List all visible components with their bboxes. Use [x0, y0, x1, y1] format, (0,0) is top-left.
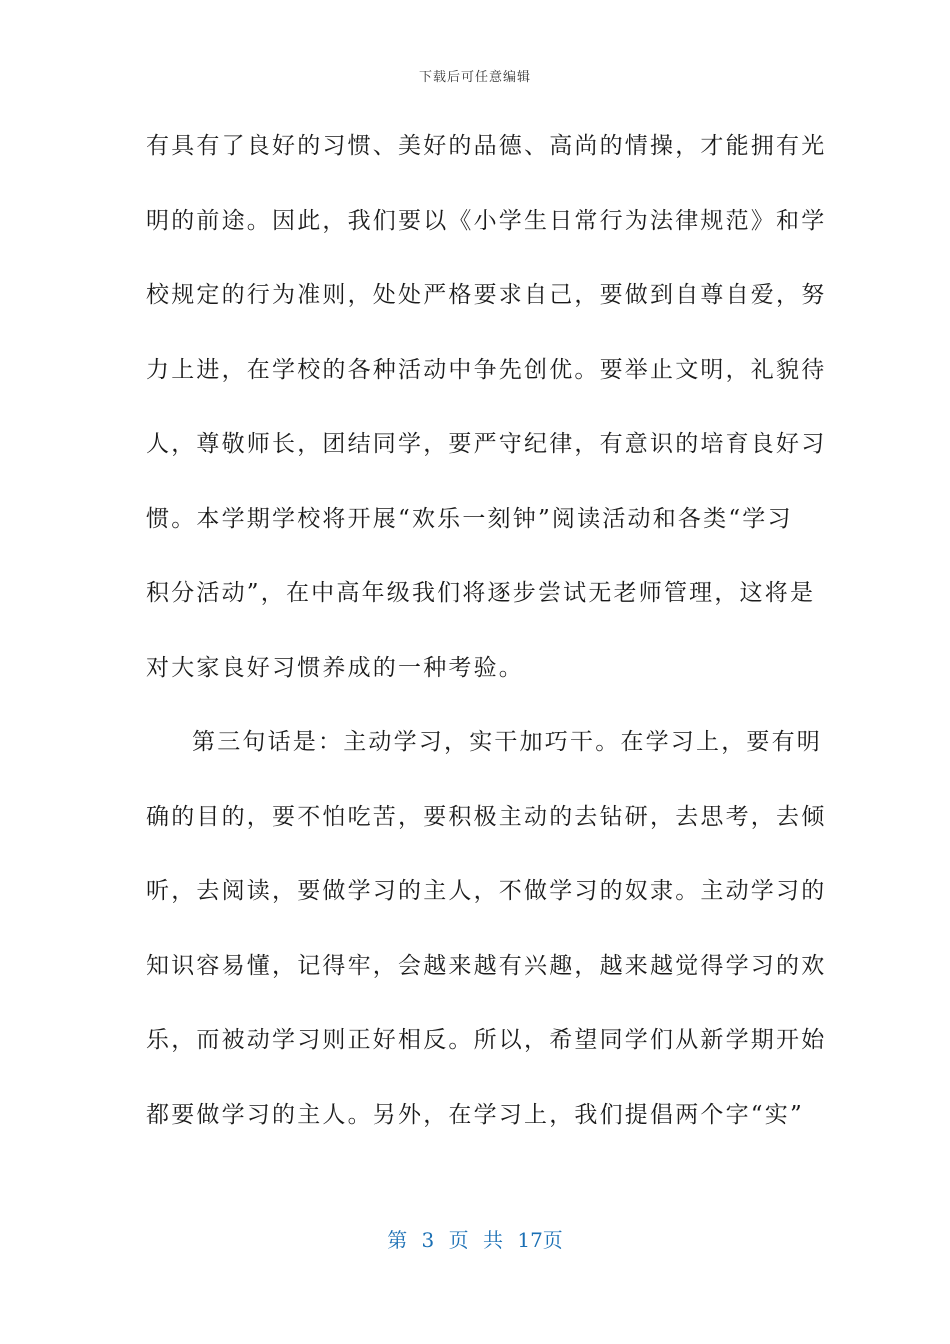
paragraph-start-line: 第三句话是：主动学习，实干加巧干。在学习上，要有明	[192, 729, 822, 755]
text-line: 校规定的行为准则，处处严格要求自己，要做到自尊自爱，努	[146, 282, 827, 308]
document-body	[146, 121, 827, 1164]
text-line: 积分活动”，在中高年级我们将逐步尝试无老师管理，这将是	[146, 580, 816, 606]
text-line: 惯。本学期学校将开展“欢乐一刻钟”阅读活动和各类“学习	[146, 505, 793, 532]
page-number-footer: 第 3 页 共 17页	[387, 1228, 563, 1252]
text-line: 都要做学习的主人。另外，在学习上，我们提倡两个字“实”	[146, 1101, 804, 1128]
text-line: 听，去阅读，要做学习的主人，不做学习的奴隶。主动学习的	[146, 878, 827, 904]
text-line: 有具有了良好的习惯、美好的品德、高尚的情操，才能拥有光	[146, 133, 827, 159]
text-line: 明的前途。因此，我们要以《小学生日常行为法律规范》和学	[146, 207, 827, 234]
text-line: 知识容易懂，记得牢，会越来越有兴趣，越来越觉得学习的欢	[146, 952, 827, 979]
text-line: 乐，而被动学习则正好相反。所以，希望同学们从新学期开始	[146, 1027, 827, 1053]
text-line: 力上进，在学校的各种活动中争先创优。要举止文明，礼貌待	[146, 356, 827, 383]
text-line: 确的目的，要不怕吃苦，要积极主动的去钻研，去思考，去倾	[146, 803, 827, 830]
page-header: 下载后可任意编辑	[418, 70, 531, 85]
text-line: 人，尊敬师长，团结同学，要严守纪律，有意识的培育良好习	[146, 431, 827, 457]
text-line: 对大家良好习惯养成的一种考验。	[146, 654, 524, 681]
